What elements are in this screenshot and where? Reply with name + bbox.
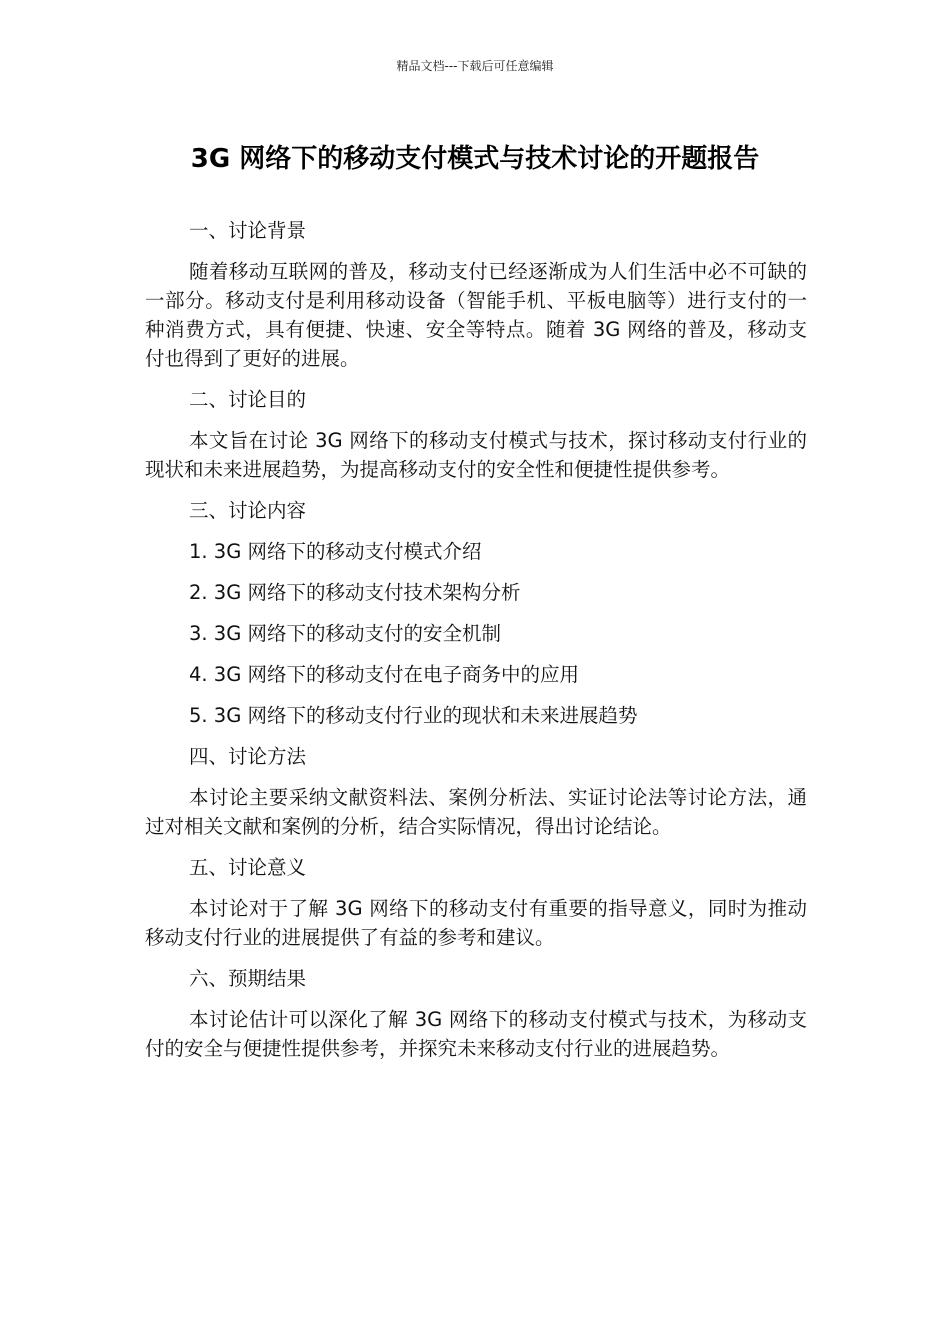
content-list-item: 2. 3G 网络下的移动支付技术架构分析: [189, 581, 521, 604]
section-text-method: 本讨论主要采纳文献资料法、案例分析法、实证讨论法等讨论方法，通过对相关文献和案例的分析，结合实际情况，得出讨论结论。: [145, 786, 807, 838]
document-body: [145, 216, 807, 1075]
section-heading-background: 一、讨论背景: [189, 219, 307, 242]
section-heading-expected: 六、预期结果: [189, 967, 307, 990]
section-heading-significance: 五、讨论意义: [189, 856, 307, 879]
content-list-item: 3. 3G 网络下的移动支付的安全机制: [189, 622, 502, 645]
section-text-significance: 本讨论对于了解 3G 网络下的移动支付有重要的指导意义，同时为推动移动支付行业的进展提供了有益的参考和建议。: [145, 897, 807, 949]
section-text-expected: 本讨论估计可以深化了解 3G 网络下的移动支付模式与技术，为移动支付的安全与便捷性提供参考，并探究未来移动支付行业的进展趋势。: [145, 1008, 807, 1060]
document-title: 3G 网络下的移动支付模式与技术讨论的开题报告: [190, 144, 760, 174]
section-heading-content: 三、讨论内容: [189, 499, 307, 522]
content-list-item: 1. 3G 网络下的移动支付模式介绍: [189, 540, 482, 563]
content-list-item: 5. 3G 网络下的移动支付行业的现状和未来进展趋势: [189, 704, 638, 727]
section-heading-method: 四、讨论方法: [189, 745, 307, 768]
section-heading-purpose: 二、讨论目的: [189, 388, 307, 411]
header-note: 精品文档---下载后可任意编辑: [396, 59, 554, 73]
section-text-background: 随着移动互联网的普及，移动支付已经逐渐成为人们生活中必不可缺的一部分。移动支付是利用移动设备（智能手机、平板电脑等）进行支付的一种消费方式，具有便捷、快速、安全等特点。随着 3G 网络的普及，移动支付也得到了更好的进展。: [145, 260, 807, 370]
section-text-purpose: 本文旨在讨论 3G 网络下的移动支付模式与技术，探讨移动支付行业的现状和未来进展趋势，为提高移动支付的安全性和便捷性提供参考。: [145, 429, 807, 481]
content-list-item: 4. 3G 网络下的移动支付在电子商务中的应用: [189, 663, 580, 686]
